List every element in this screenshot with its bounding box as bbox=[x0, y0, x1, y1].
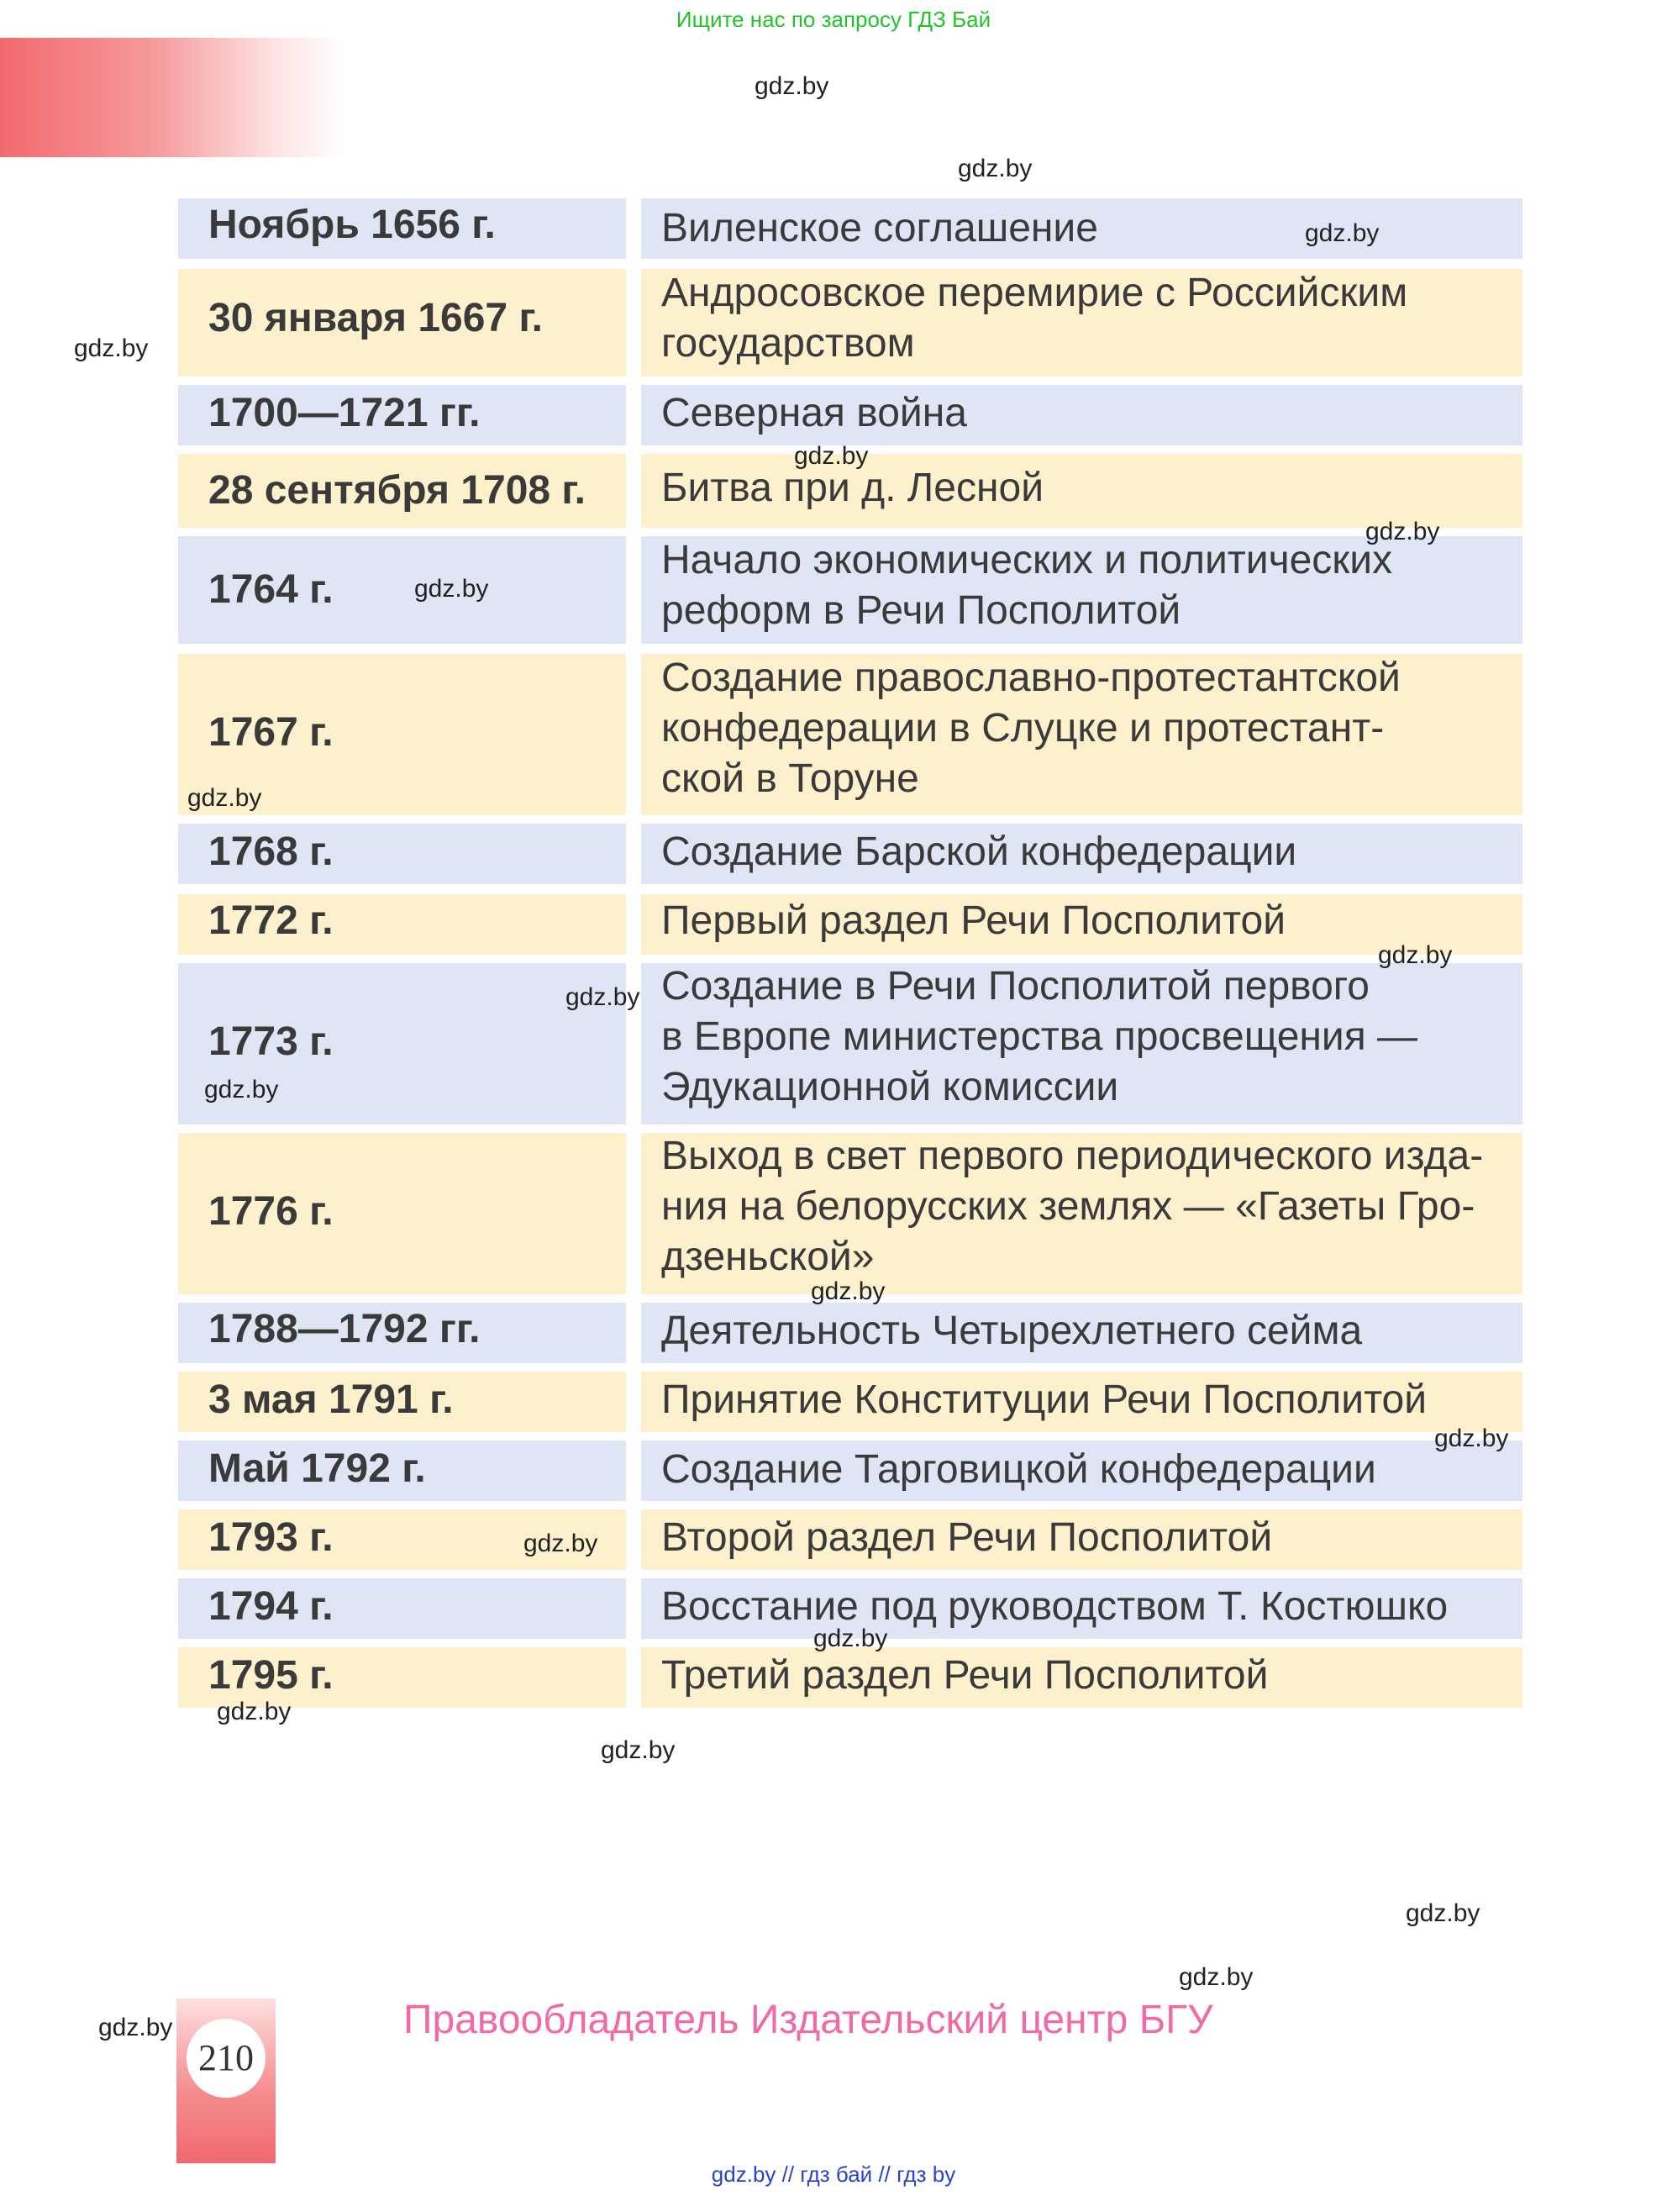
bottom-links[interactable]: gdz.by // гдз бай // гдз by bbox=[711, 2162, 956, 2187]
event-cell bbox=[641, 385, 1522, 445]
event-line: Второй раздел Речи Посполитой bbox=[661, 1515, 1273, 1560]
event-text bbox=[661, 1306, 1362, 1356]
watermark: gdz.by bbox=[755, 72, 829, 100]
event-text bbox=[661, 535, 1392, 636]
event-cell bbox=[641, 654, 1522, 815]
date-text: 30 января 1667 г. bbox=[208, 296, 543, 340]
date-cell bbox=[178, 1372, 626, 1432]
event-text bbox=[661, 1375, 1427, 1425]
event-line: Первый раздел Речи Посполитой bbox=[661, 898, 1286, 943]
date-text: 1764 г. bbox=[208, 567, 334, 612]
date-text: Ноябрь 1656 г. bbox=[208, 203, 496, 247]
event-text bbox=[661, 1651, 1268, 1701]
event-line: ния на белорусских землях — «Газеты Гро- bbox=[661, 1184, 1475, 1229]
date-text: 28 сентября 1708 г. bbox=[208, 468, 586, 513]
date-cell bbox=[178, 198, 626, 259]
event-line: Восстание под руководством Т. Костюшко bbox=[661, 1584, 1449, 1629]
event-cell bbox=[641, 454, 1522, 528]
event-cell bbox=[641, 1303, 1522, 1363]
event-text bbox=[661, 203, 1098, 254]
event-cell bbox=[641, 1578, 1522, 1639]
watermark: gdz.by bbox=[187, 784, 262, 812]
watermark: gdz.by bbox=[1406, 1899, 1480, 1927]
date-text: 1788—1792 гг. bbox=[208, 1307, 481, 1351]
search-banner: Ищите нас по запросу ГДЗ Бай bbox=[676, 7, 991, 32]
watermark: gdz.by bbox=[98, 2014, 173, 2041]
page-number: 210 bbox=[187, 2019, 266, 2098]
event-line: Создание в Речи Посполитой первого bbox=[661, 964, 1370, 1009]
event-text bbox=[661, 1513, 1272, 1563]
event-cell bbox=[641, 963, 1522, 1124]
watermark: gdz.by bbox=[565, 983, 640, 1011]
date-cell bbox=[178, 1578, 626, 1639]
date-cell bbox=[178, 454, 626, 528]
date-text: 1795 г. bbox=[208, 1653, 334, 1698]
event-line: Создание Тарговицкой конфедерации bbox=[661, 1447, 1376, 1492]
event-line: в Европе министерства просвещения — bbox=[661, 1014, 1418, 1059]
date-cell bbox=[178, 1133, 626, 1294]
event-cell bbox=[641, 1647, 1522, 1708]
event-text bbox=[661, 961, 1417, 1113]
date-text: 3 мая 1791 г. bbox=[208, 1377, 454, 1422]
event-line: Северная война bbox=[661, 391, 967, 435]
date-text: 1700—1721 гг. bbox=[208, 391, 481, 435]
watermark: gdz.by bbox=[1378, 941, 1453, 969]
event-line: Начало экономических и политических bbox=[661, 538, 1393, 582]
event-line: государством bbox=[661, 321, 915, 366]
watermark: gdz.by bbox=[813, 1625, 888, 1652]
event-line: дзеньской» bbox=[661, 1235, 875, 1279]
event-text bbox=[661, 827, 1296, 877]
event-cell bbox=[641, 824, 1522, 884]
corner-decoration bbox=[0, 38, 344, 157]
event-cell bbox=[641, 269, 1522, 377]
event-line: ской в Торуне bbox=[661, 756, 919, 801]
event-line: Эдукационной комиссии bbox=[661, 1065, 1119, 1109]
event-line: конфедерации в Слуцке и протестант- bbox=[661, 706, 1385, 750]
watermark: gdz.by bbox=[958, 155, 1033, 182]
date-cell bbox=[178, 824, 626, 884]
event-line: Создание православно-протестантской bbox=[661, 656, 1401, 700]
date-text: 1776 г. bbox=[208, 1189, 334, 1234]
date-text: 1793 г. bbox=[208, 1515, 334, 1560]
watermark: gdz.by bbox=[523, 1530, 598, 1557]
copyright-notice: Правообладатель Издательский центр БГУ bbox=[403, 1998, 1213, 2042]
event-cell bbox=[641, 1440, 1522, 1501]
date-cell bbox=[178, 269, 626, 377]
date-cell bbox=[178, 385, 626, 445]
watermark: gdz.by bbox=[1305, 219, 1380, 247]
watermark: gdz.by bbox=[204, 1076, 279, 1103]
event-line: Битва при д. Лесной bbox=[661, 466, 1044, 510]
event-line: Андросовское перемирие с Российским bbox=[661, 271, 1408, 315]
watermark: gdz.by bbox=[811, 1277, 886, 1305]
event-line: Третий раздел Речи Посполитой bbox=[661, 1653, 1269, 1698]
date-cell bbox=[178, 1440, 626, 1501]
watermark: gdz.by bbox=[74, 334, 149, 362]
event-line: Деятельность Четырехлетнего сейма bbox=[661, 1309, 1363, 1353]
watermark: gdz.by bbox=[1365, 518, 1440, 545]
event-text bbox=[661, 896, 1286, 946]
event-text bbox=[661, 463, 1044, 514]
date-cell bbox=[178, 536, 626, 644]
watermark: gdz.by bbox=[217, 1698, 292, 1725]
date-text: 1772 г. bbox=[208, 898, 334, 943]
event-cell bbox=[641, 1509, 1522, 1570]
watermark: gdz.by bbox=[1179, 1963, 1254, 1991]
date-cell bbox=[178, 1303, 626, 1363]
event-cell bbox=[641, 1133, 1522, 1294]
event-cell bbox=[641, 1372, 1522, 1432]
date-text: 1773 г. bbox=[208, 1019, 334, 1064]
watermark: gdz.by bbox=[601, 1736, 676, 1764]
event-cell bbox=[641, 198, 1522, 259]
event-cell bbox=[641, 536, 1522, 644]
event-line: Виленское соглашение bbox=[661, 206, 1098, 250]
watermark: gdz.by bbox=[414, 575, 489, 603]
event-text bbox=[661, 653, 1401, 804]
event-text bbox=[661, 1582, 1448, 1632]
event-line: Выход в свет первого периодического изда- bbox=[661, 1134, 1484, 1178]
event-text bbox=[661, 388, 967, 439]
event-text bbox=[661, 1131, 1483, 1282]
event-line: Принятие Конституции Речи Посполитой bbox=[661, 1377, 1428, 1422]
date-text: Май 1792 г. bbox=[208, 1446, 426, 1491]
event-text bbox=[661, 268, 1407, 369]
date-text: 1767 г. bbox=[208, 710, 334, 755]
watermark: gdz.by bbox=[794, 442, 869, 470]
event-line: Создание Барской конфедерации bbox=[661, 830, 1297, 874]
event-text bbox=[661, 1445, 1376, 1495]
event-line: реформ в Речи Посполитой bbox=[661, 588, 1181, 633]
date-text: 1794 г. bbox=[208, 1584, 334, 1629]
watermark: gdz.by bbox=[1434, 1425, 1509, 1452]
date-text: 1768 г. bbox=[208, 830, 334, 874]
date-cell bbox=[178, 894, 626, 955]
